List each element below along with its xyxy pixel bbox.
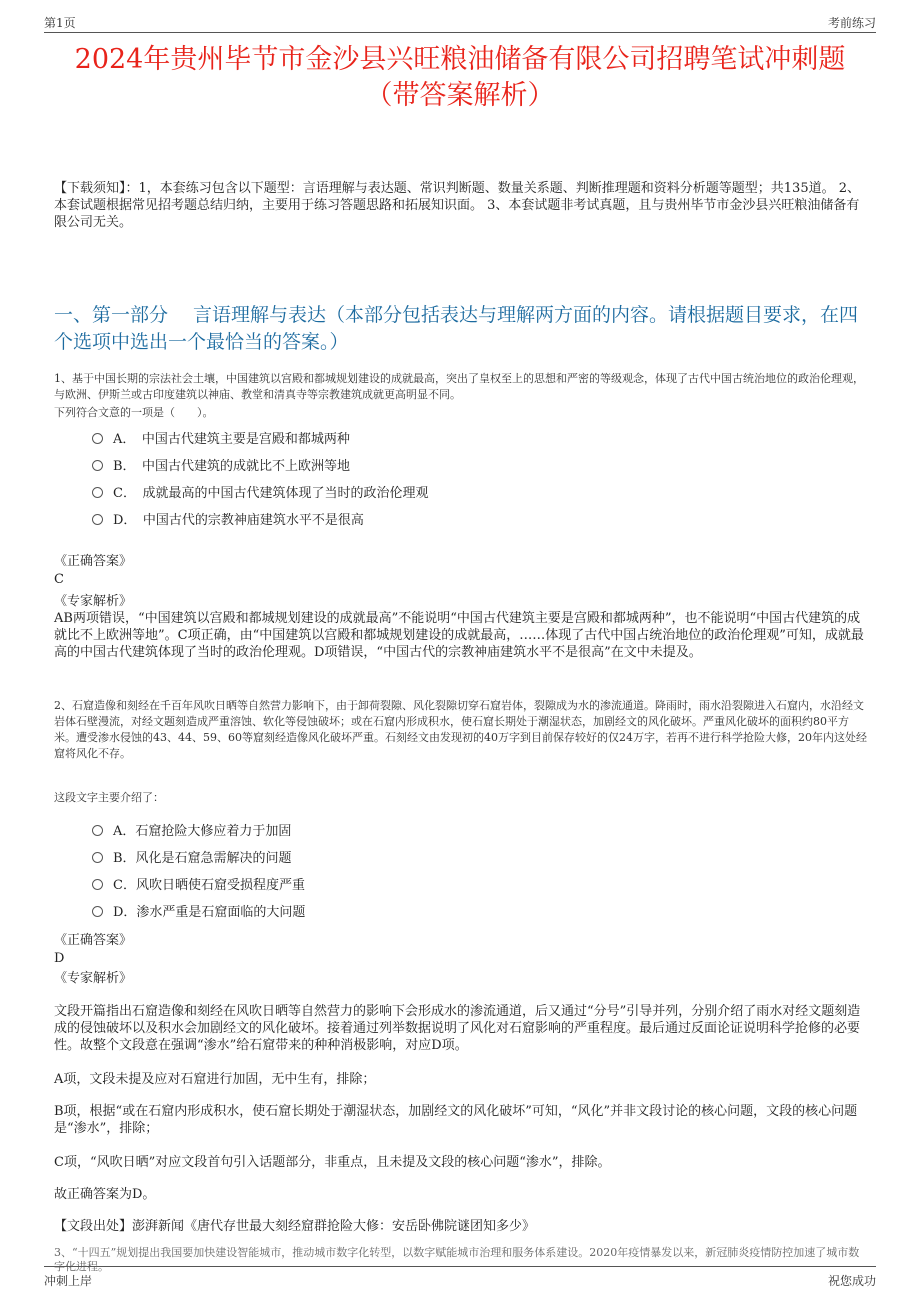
- analysis-paragraph: A项，文段未提及应对石窟进行加固，无中生有，排除；: [54, 1072, 376, 1087]
- download-notice: 【下载须知】：1，本套练习包含以下题型：言语理解与表达题、常识判断题、数量关系题、判断推理题和资料分析题等题型；共135道。 2、本套试题根据常见招考题总结归纳，主要用于练习答题思路和拓展知识面。 3、本套试题非考试真题，且与贵州毕节市金沙县兴旺粮油储备有限公司无关。: [54, 181, 860, 230]
- radio-icon[interactable]: [92, 433, 103, 444]
- radio-icon[interactable]: [92, 514, 103, 525]
- analysis-text: AB两项错误，“中国建筑以宫殿和都城规划建设的成就最高”不能说明“中国古代建筑主要是宫殿和都城两种”，也不能说明“中国古代建筑的成就比不上欧洲等地”。C项正确，由“中国建筑以宫殿和都城规划建设的成就最高，……体现了古代中国占统治地位的政治伦理观”可知，成就最高的中国古代建筑体现了当时的政治伦理观。D项错误，“中国古代的宗教神庙建筑水平不是很高”在文中未提及。: [54, 611, 864, 660]
- answer-label: 《正确答案》: [54, 933, 133, 948]
- answer-label: 《正确答案》: [54, 554, 133, 569]
- analysis-paragraph: C项，“风吹日晒”对应文段首句引入话题部分，非重点，且未提及文段的核心问题“渗水”，排除。: [54, 1155, 611, 1170]
- option-c[interactable]: C． 成就最高的中国古代建筑体现了当时的政治伦理观: [92, 484, 428, 511]
- option-a[interactable]: A．石窟抢险大修应着力于加固: [92, 822, 305, 849]
- page-footer: [44, 1266, 876, 1289]
- option-d[interactable]: D． 中国古代的宗教神庙建筑水平不是很高: [92, 511, 428, 538]
- question-1-ask: 下列符合文意的一项是（ ）。: [54, 406, 214, 419]
- analysis-label: 《专家解析》: [54, 594, 133, 609]
- section-heading: 一、第一部分 言语理解与表达（本部分包括表达与理解两方面的内容。请根据题目要求，在四个选项中选出一个最恰当的答案。）: [54, 304, 859, 353]
- option-b[interactable]: B．风化是石窟急需解决的问题: [92, 849, 305, 876]
- document-title: 2024年贵州毕节市金沙县兴旺粮油储备有限公司招聘笔试冲刺题（带答案解析）: [74, 44, 846, 111]
- question-2-ask: 这段文字主要介绍了：: [54, 791, 164, 804]
- question-3-cutoff: 3、“十四五”规划提出我国要加快建设智能城市，推动城市数字化转型，以数字赋能城市治理和服务体系建设。2020年疫情暴发以来，新冠肺炎疫情防控加速了城市数字化进程。: [54, 1246, 860, 1273]
- analysis-paragraph: 故正确答案为D。: [54, 1187, 156, 1202]
- option-b[interactable]: B． 中国古代建筑的成就比不上欧洲等地: [92, 457, 428, 484]
- radio-icon[interactable]: [92, 487, 103, 498]
- analysis-paragraph: 文段开篇指出石窟造像和刻经在风吹日晒等自然营力的影响下会形成水的渗流通道，后又通过“分号”引导并列，分别介绍了雨水对经文题刻造成的侵蚀破坏以及积水会加剧经文的风化破坏。接着通过列举数据说明了风化对石窟影响的严重程度。最后通过反面论证说明科学抢修的必要性。故整个文段意在强调“渗水”给石窟带来的种种消极影响，对应D项。: [54, 1004, 861, 1053]
- radio-icon[interactable]: [92, 460, 103, 471]
- radio-icon[interactable]: [92, 852, 103, 863]
- analysis-paragraph: B项，根据“或在石窟内形成积水，使石窟长期处于潮湿状态，加剧经文的风化破坏”可知，“风化”并非文段讨论的核心问题，文段的核心问题是“渗水”，排除；: [54, 1104, 858, 1136]
- question-2-options: [92, 822, 305, 930]
- radio-icon[interactable]: [92, 879, 103, 890]
- footer-right: 祝您成功: [827, 1274, 876, 1288]
- source-citation: 【文段出处】澎湃新闻《唐代存世最大刻经窟群抢险大修：安岳卧佛院谜团知多少》: [54, 1219, 536, 1234]
- page-number: 第1页: [44, 16, 76, 30]
- radio-icon[interactable]: [92, 906, 103, 917]
- option-c[interactable]: C．风吹日晒使石窟受损程度严重: [92, 876, 305, 903]
- question-1-stem: 1、基于中国长期的宗法社会土壤，中国建筑以宫殿和都城规划建设的成就最高，突出了皇权至上的思想和严密的等级观念，体现了古代中国古统治地位的政治伦理观，与欧洲、伊斯兰或古印度建筑以神庙、教堂和清真寺等宗教建筑成就更高明显不同。: [54, 372, 864, 401]
- option-d[interactable]: D．渗水严重是石窟面临的大问题: [92, 903, 305, 930]
- footer-left: 冲刺上岸: [44, 1274, 93, 1288]
- radio-icon[interactable]: [92, 825, 103, 836]
- page-header: [44, 12, 876, 33]
- option-a[interactable]: A． 中国古代建筑主要是宫殿和都城两种: [92, 430, 428, 457]
- question-1-options: [92, 430, 428, 538]
- answer-value: C: [54, 572, 64, 587]
- question-2-stem: 2、石窟造像和刻经在千百年风吹日晒等自然营力影响下，由于卸荷裂隙、风化裂隙切穿石窟岩体，裂隙成为水的渗流通道。降雨时，雨水沿裂隙进入石窟内，水沿经文岩体石壁漫流，对经文题刻造成严重溶蚀、软化等侵蚀破坏；或在石窟内形成积水，使石窟长期处于潮湿状态，加剧经文的风化破坏。严重风化破坏的面积约80平方米。遭受渗水侵蚀的43、44、59、60等窟刻经造像风化破坏严重。石刻经文由发现初的40万字到目前保存较好的仅24万字，若再不进行科学抢险大修，20年内这处经窟将风化不存。: [54, 699, 867, 760]
- analysis-label: 《专家解析》: [54, 971, 133, 986]
- header-label: 考前练习: [827, 16, 876, 30]
- answer-value: D: [54, 951, 65, 966]
